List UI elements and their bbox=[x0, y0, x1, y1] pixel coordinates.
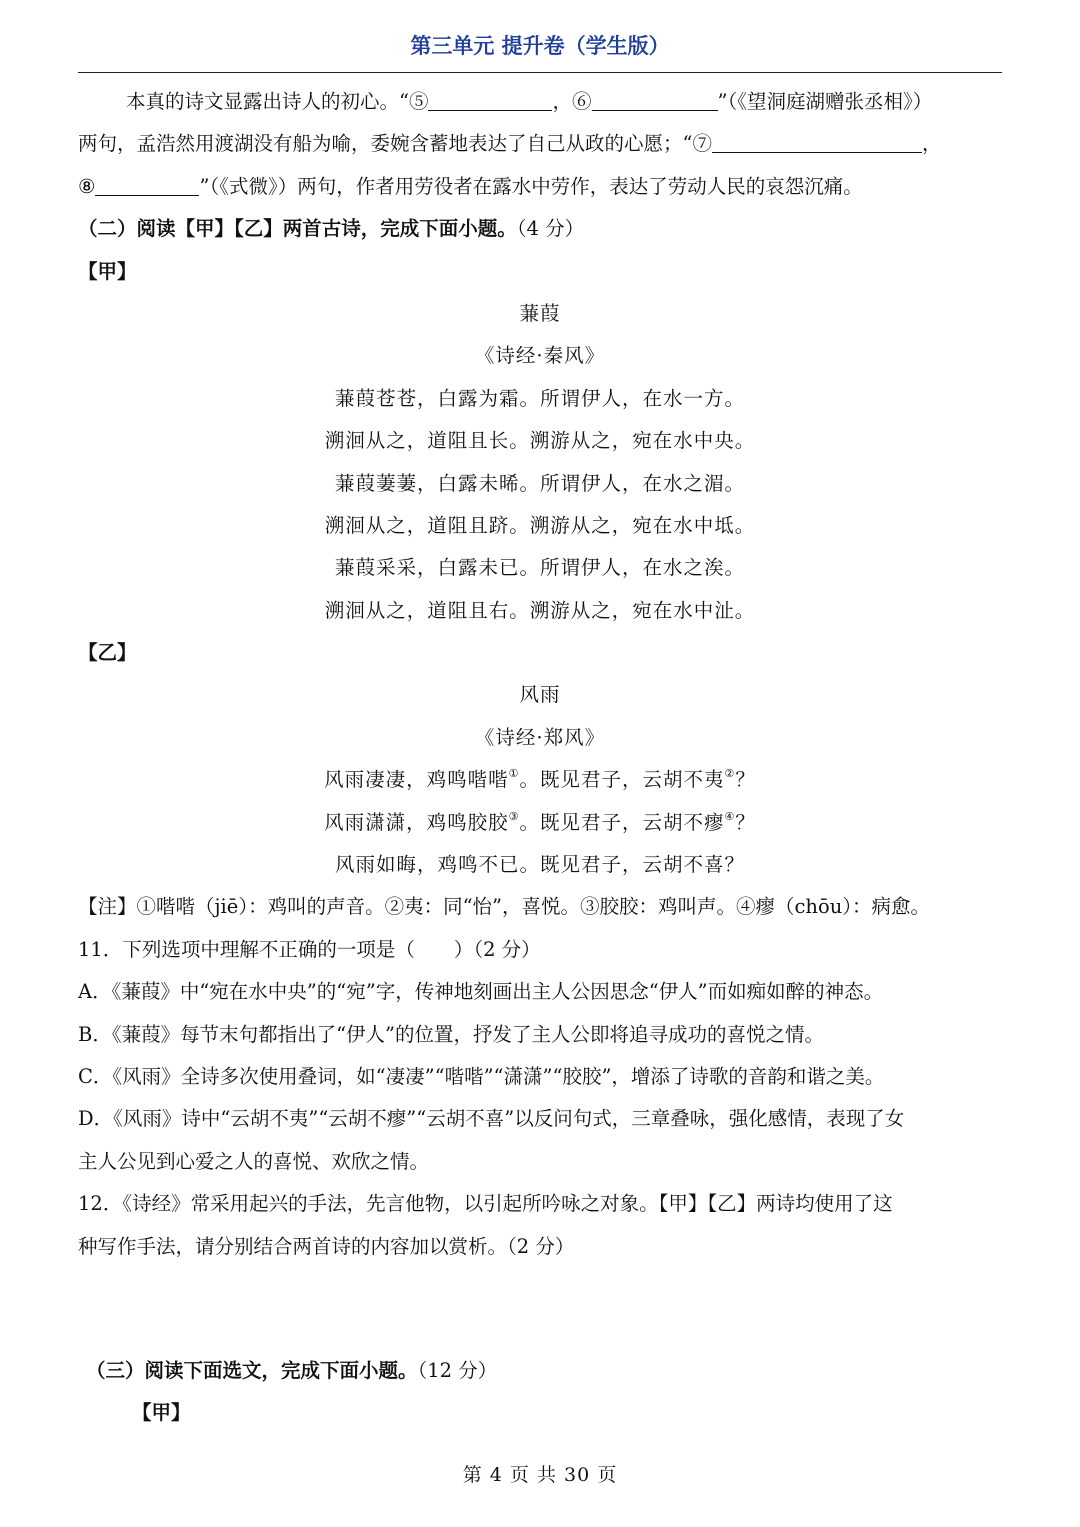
poem-jia-label: 【甲】 bbox=[78, 259, 137, 283]
poem-yi-title: 风雨 bbox=[519, 683, 561, 707]
fill-blank-text: ”（《式微》）两句，作者用劳役者在露水中劳作，表达了劳动人民的哀怨沉痛。 bbox=[199, 174, 863, 198]
poem-jia-line: 溯洄从之，道阻且跻。溯游从之，宛在水中坻。 bbox=[324, 513, 756, 537]
poem-jia-line: 蒹葭萋萋，白露未晞。所谓伊人，在水之湄。 bbox=[334, 471, 745, 495]
poem-yi-text: 。既见君子，云胡不夷 bbox=[519, 768, 725, 792]
poem-jia-source: 《诗经·秦风》 bbox=[474, 344, 606, 368]
poem-yi-label: 【乙】 bbox=[78, 641, 137, 665]
poem-jia-title: 蒹葭 bbox=[519, 301, 561, 325]
question-11-option-b[interactable]: B．《蒹葭》每节末句都指出了“伊人”的位置，抒发了主人公即将追寻成功的喜悦之情。 bbox=[78, 1022, 825, 1046]
page-header-title: 第三单元 提升卷（学生版） bbox=[410, 34, 670, 58]
poem-yi-line-3: 风雨如晦，鸡鸣不已。既见君子，云胡不喜？ bbox=[334, 853, 745, 877]
answer-blank-6[interactable] bbox=[592, 88, 718, 111]
poem-yi-line-1 bbox=[78, 759, 1002, 801]
fill-blank-text: ⑧ bbox=[78, 174, 96, 198]
fill-blank-line-3 bbox=[78, 166, 1002, 208]
poem-jia-line: 溯洄从之，道阻且长。溯游从之，宛在水中央。 bbox=[324, 429, 756, 453]
footnote-marker: ① bbox=[508, 767, 520, 781]
fill-blank-line-2 bbox=[78, 123, 1002, 165]
section-heading-text: （二）阅读【甲】【乙】两首古诗，完成下面小题。 bbox=[78, 217, 517, 241]
fill-blank-text: ，⑥ bbox=[552, 90, 592, 113]
question-11-option-a[interactable]: A．《蒹葭》中“宛在水中央”的“宛”字，传神地刻画出主人公因思念“伊人”而如痴如醉的神态。 bbox=[78, 980, 884, 1004]
fill-blank-text: 本真的诗文显露出诗人的初心。“⑤ bbox=[126, 90, 429, 113]
question-11-stem: 11．下列选项中理解不正确的一项是（ ）（2 分） bbox=[78, 937, 541, 961]
answer-blank-8[interactable] bbox=[95, 173, 199, 196]
fill-blank-text: 两句，孟浩然用渡湖没有船为喻，委婉含蓄地表达了自己从政的心愿；“⑦ bbox=[78, 132, 712, 156]
answer-space[interactable] bbox=[78, 1268, 1002, 1350]
page-number: 第 4 页 共 30 页 bbox=[462, 1464, 618, 1486]
poem-yi-text: 风雨潇潇，鸡鸣胶胶 bbox=[324, 810, 509, 834]
section-heading-text: （三）阅读下面选文，完成下面小题。 bbox=[86, 1358, 418, 1382]
section-three-heading bbox=[78, 1350, 1002, 1392]
poem-yi-line-2 bbox=[78, 802, 1002, 844]
question-12-stem: 12．《诗经》常采用起兴的手法，先言他物，以引起所吟咏之对象。【甲】【乙】两诗均使用了这 bbox=[78, 1192, 893, 1216]
poem-yi-text: ？ bbox=[735, 768, 756, 792]
question-12-stem-cont: 种写作手法，请分别结合两首诗的内容加以赏析。（2 分） bbox=[78, 1234, 575, 1258]
fill-blank-text: ”（《望洞庭湖赠张丞相》） bbox=[717, 90, 933, 113]
footnote-marker: ③ bbox=[508, 809, 520, 823]
footnote-marker: ④ bbox=[724, 809, 736, 823]
passage-jia-label: 【甲】 bbox=[132, 1401, 191, 1425]
poem-yi-text: ？ bbox=[735, 810, 756, 834]
section-score: （4 分） bbox=[516, 217, 585, 241]
fill-blank-line-1 bbox=[78, 81, 1002, 123]
poem-yi-text: 风雨凄凄，鸡鸣喈喈 bbox=[324, 768, 509, 792]
header-divider bbox=[78, 72, 1002, 73]
question-11-option-c[interactable]: C．《风雨》全诗多次使用叠词，如“凄凄”“喈喈”“潇潇”“胶胶”，增添了诗歌的音韵和谐之美。 bbox=[78, 1064, 885, 1088]
poem-jia-line: 溯洄从之，道阻且右。溯游从之，宛在水中沚。 bbox=[324, 598, 756, 622]
question-11-option-d-cont[interactable]: 主人公见到心爱之人的喜悦、欢欣之情。 bbox=[78, 1149, 430, 1173]
fill-blank-text: ， bbox=[921, 132, 942, 156]
poem-jia-line: 蒹葭采采，白露未已。所谓伊人，在水之涘。 bbox=[334, 556, 745, 580]
section-two-heading bbox=[78, 208, 1002, 250]
poem-yi-text: 。既见君子，云胡不瘳 bbox=[519, 810, 725, 834]
answer-blank-7[interactable] bbox=[712, 130, 922, 153]
answer-blank-5[interactable] bbox=[428, 88, 552, 111]
annotation-note: 【注】①喈喈（jiē）：鸡叫的声音。②夷：同“怡”，喜悦。③胶胶：鸡叫声。④瘳（chōu）：病愈。 bbox=[78, 895, 931, 919]
poem-jia-line: 蒹葭苍苍，白露为霜。所谓伊人，在水一方。 bbox=[334, 386, 745, 410]
footnote-marker: ② bbox=[724, 767, 736, 781]
section-score: （12 分） bbox=[417, 1358, 498, 1382]
poem-yi-source: 《诗经·郑风》 bbox=[474, 725, 606, 749]
document-body bbox=[78, 81, 1002, 1435]
question-11-option-d[interactable]: D．《风雨》诗中“云胡不夷”“云胡不瘳”“云胡不喜”以反问句式，三章叠咏，强化感情，表现了女 bbox=[78, 1107, 905, 1131]
